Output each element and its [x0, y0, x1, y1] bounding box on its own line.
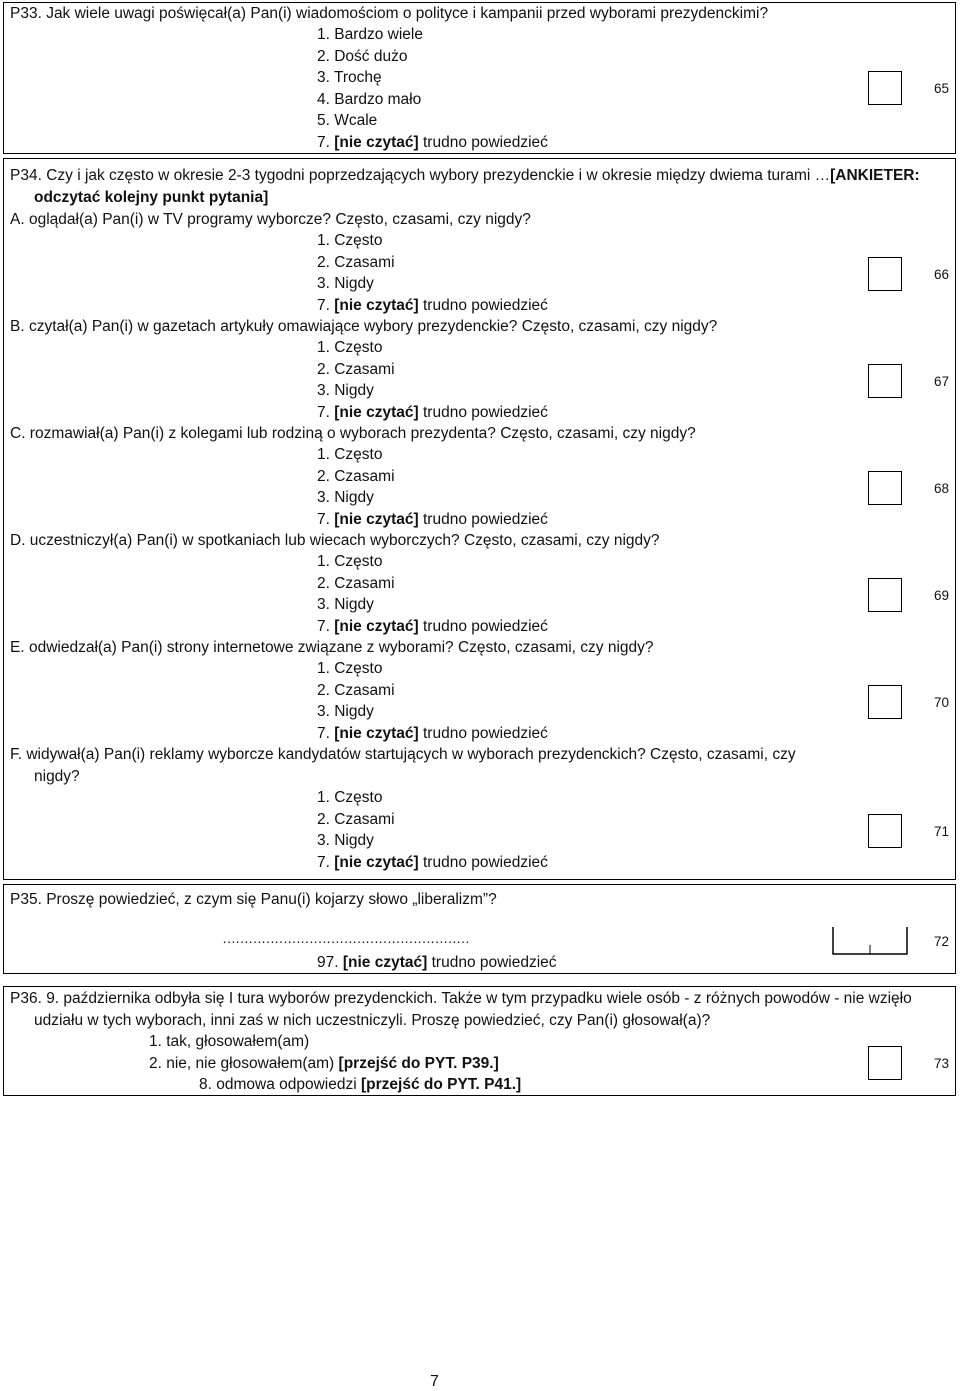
- answer-option: 2. Czasami: [317, 811, 395, 828]
- dont-know-option: 97. [nie czytać] trudno powiedzieć: [317, 954, 557, 971]
- column-code: 72: [934, 934, 950, 949]
- column-code: 73: [934, 1056, 950, 1071]
- question-p36: [3, 986, 956, 1096]
- column-code: 65: [934, 81, 950, 96]
- answer-option: 2. Czasami: [317, 575, 395, 592]
- sub-question-f: F. widywał(a) Pan(i) reklamy wyborcze kandydatów startujących w wyborach prezydenckich? Często, czasami, czy: [10, 746, 796, 763]
- answer-option: 8. odmowa odpowiedzi [przejść do PYT. P41.]: [199, 1076, 522, 1093]
- interviewer-instruction: odczytać kolejny punkt pytania]: [34, 189, 269, 206]
- sub-question-d: D. uczestniczył(a) Pan(i) w spotkaniach lub wiecach wyborczych? Często, czasami, czy nigdy?: [10, 532, 660, 549]
- question-p35: [3, 884, 956, 974]
- answer-option: 2. Czasami: [317, 682, 395, 699]
- sub-question-e: E. odwiedzał(a) Pan(i) strony internetowe związane z wyborami? Często, czasami, czy nigdy?: [10, 639, 654, 656]
- dont-know-option: 7. [nie czytać] trudno powiedzieć: [317, 618, 548, 635]
- column-code: 68: [934, 481, 950, 496]
- two-digit-answer-field[interactable]: [830, 923, 910, 957]
- answer-option: 1. Często: [317, 660, 383, 677]
- answer-option: 1. tak, głosowałem(am): [149, 1033, 310, 1050]
- answer-option: 3. Nigdy: [317, 596, 374, 613]
- answer-box[interactable]: [868, 471, 902, 505]
- answer-option: 3. Nigdy: [317, 382, 374, 399]
- question-p34: [3, 158, 956, 880]
- answer-box[interactable]: [868, 364, 902, 398]
- answer-option: 2. Czasami: [317, 361, 395, 378]
- dont-know-option: 7. [nie czytać] trudno powiedzieć: [317, 511, 548, 528]
- answer-box[interactable]: [868, 71, 902, 105]
- question-text: P34. Czy i jak często w okresie 2-3 tygodni poprzedzających wybory prezydenckie i w okresie między dwiema turami …[ANKIETER:: [10, 167, 920, 184]
- answer-box[interactable]: [868, 1046, 902, 1080]
- answer-option: 2. Dość dużo: [317, 48, 408, 65]
- page-number: 7: [430, 1373, 439, 1390]
- sub-question-f-cont: nigdy?: [34, 768, 80, 785]
- question-text-cont: udziału w tych wyborach, inni zaś w nich uczestniczyli. Proszę powiedzieć, czy Pan(i) głosował(a)?: [34, 1012, 711, 1029]
- answer-option: 1. Bardzo wiele: [317, 26, 423, 43]
- column-code: 67: [934, 374, 950, 389]
- answer-option: 3. Nigdy: [317, 703, 374, 720]
- answer-option: 1. Często: [317, 339, 383, 356]
- answer-option: 5. Wcale: [317, 112, 378, 129]
- dont-know-option: 7. [nie czytać] trudno powiedzieć: [317, 854, 548, 871]
- dont-know-option: 7. [nie czytać] trudno powiedzieć: [317, 725, 548, 742]
- question-text: P35. Proszę powiedzieć, z czym się Panu(i) kojarzy słowo „liberalizm”?: [10, 891, 497, 908]
- answer-box[interactable]: [868, 814, 902, 848]
- column-code: 66: [934, 267, 950, 282]
- column-code: 70: [934, 695, 950, 710]
- answer-option: 1. Często: [317, 553, 383, 570]
- answer-option: 1. Często: [317, 446, 383, 463]
- question-p33: [3, 2, 956, 154]
- answer-dots: …………………………………………………: [222, 930, 469, 946]
- answer-option: 3. Nigdy: [317, 832, 374, 849]
- answer-box[interactable]: [868, 257, 902, 291]
- sub-question-b: B. czytał(a) Pan(i) w gazetach artykuły omawiające wybory prezydenckie? Często, czasami, czy nigdy?: [10, 318, 718, 335]
- answer-option: 3. Trochę: [317, 69, 382, 86]
- column-code: 71: [934, 824, 950, 839]
- sub-question-c: C. rozmawiał(a) Pan(i) z kolegami lub rodziną o wyborach prezydenta? Często, czasami, czy nigdy?: [10, 425, 696, 442]
- dont-know-option: 7. [nie czytać] trudno powiedzieć: [317, 404, 548, 421]
- column-code: 69: [934, 588, 950, 603]
- dont-know-option: 7. [nie czytać] trudno powiedzieć: [317, 297, 548, 314]
- answer-option: 2. Czasami: [317, 468, 395, 485]
- answer-option: 3. Nigdy: [317, 489, 374, 506]
- question-text: P33. Jak wiele uwagi poświęcał(a) Pan(i) wiadomościom o polityce i kampanii przed wyborami prezydenckimi?: [10, 5, 769, 22]
- answer-option: 1. Często: [317, 789, 383, 806]
- answer-option: 1. Często: [317, 232, 383, 249]
- answer-option: 4. Bardzo mało: [317, 91, 422, 108]
- sub-question-a: A. oglądał(a) Pan(i) w TV programy wyborcze? Często, czasami, czy nigdy?: [10, 211, 531, 228]
- question-text: P36. 9. października odbyła się I tura wyborów prezydenckich. Także w tym przypadku wiele osób - z różnych powodów - nie wzięło: [10, 990, 912, 1007]
- answer-box[interactable]: [868, 578, 902, 612]
- answer-option: 2. Czasami: [317, 254, 395, 271]
- answer-box[interactable]: [868, 685, 902, 719]
- dont-know-option: 7. [nie czytać] trudno powiedzieć: [317, 134, 548, 151]
- answer-option: 2. nie, nie głosowałem(am) [przejść do PYT. P39.]: [149, 1055, 499, 1072]
- answer-option: 3. Nigdy: [317, 275, 374, 292]
